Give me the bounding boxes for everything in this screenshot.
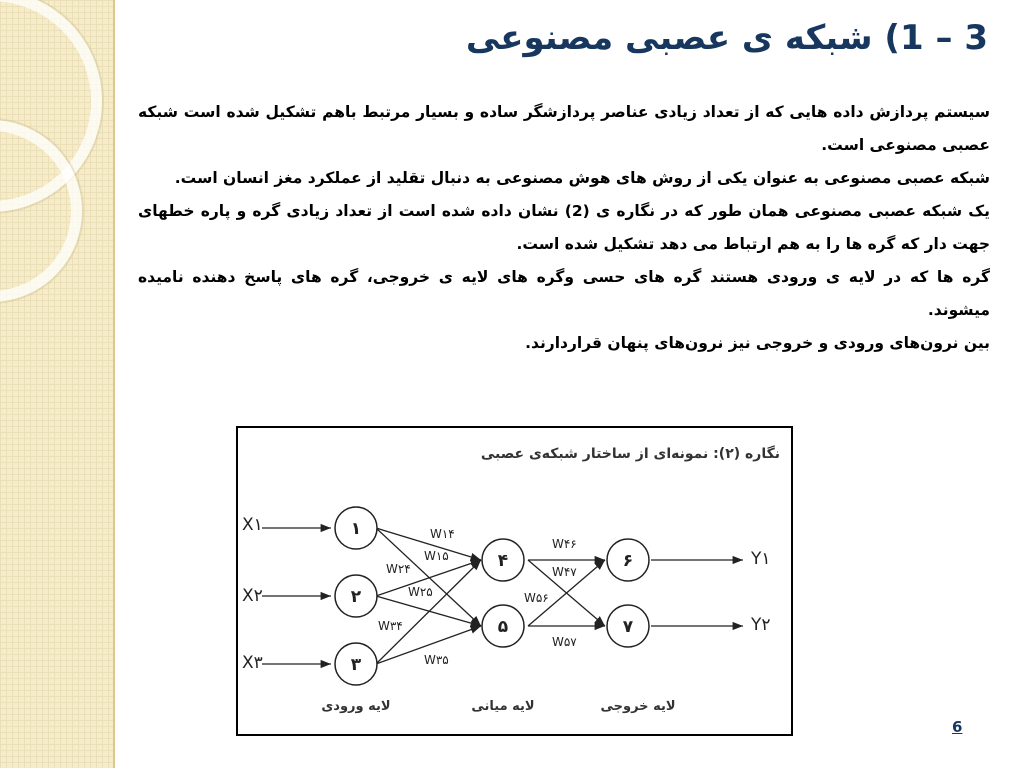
weight-label: W۲۵: [408, 585, 433, 599]
paragraph: بین نرون‌های ورودی و خروجی نیز نرون‌های پنهان قراردارند.: [525, 334, 990, 352]
weight-label: W۱۴: [430, 527, 455, 541]
node-label: ۷: [622, 617, 634, 637]
input-label: X۲: [242, 586, 263, 606]
weight-label: W۱۵: [424, 549, 449, 563]
paragraph: شبکه عصبی مصنوعی به عنوان یکی از روش های هوش مصنوعی به دنبال تقلید از عملکرد مغز انسان است.: [174, 169, 990, 187]
weight-label: W۴۶: [552, 537, 577, 551]
node-label: ۶: [622, 551, 634, 571]
weight-label: W۵۶: [524, 591, 549, 605]
weight-label: W۲۴: [386, 562, 411, 576]
decorative-side-panel: [0, 0, 115, 768]
output-label: Y۱: [751, 549, 771, 569]
node-label: ۳: [350, 655, 362, 675]
figure-caption: نگاره (۲): نمونه‌ای از ساختار شبکه‌ی عصبی: [480, 446, 780, 462]
node-label: ۲: [350, 587, 362, 607]
weight-label: W۳۴: [378, 619, 403, 633]
weight-label: W۳۵: [424, 653, 449, 667]
paragraph: گره ها که در لایه ی ورودی هستند گره های حسی وگره های لایه ی خروجی، گره های پاسخ دهنده نامیده میشوند.: [138, 268, 990, 319]
network-diagram: [238, 428, 791, 734]
paragraph: سیستم پردازش داده هایی که از تعداد زیادی عناصر پردازشگر ساده و بسیار مرتبط باهم تشکیل شده است شبکه عصبی مصنوعی است.: [138, 103, 990, 154]
node-label: ۵: [497, 617, 509, 637]
slide-title: 3 – 1) شبکه ی عصبی مصنوعی: [465, 18, 988, 58]
node-label: ۴: [497, 551, 509, 571]
layer-label-output: لایه خروجی: [600, 699, 676, 714]
input-label: X۳: [242, 653, 263, 673]
paragraph: یک شبکه عصبی مصنوعی همان طور که در نگاره ی (2) نشان داده شده است از تعداد زیادی گره و پاره خطهای جهت دار که گره ها را به هم ارتباط می دهد تشکیل شده است.: [138, 202, 990, 253]
layer-label-input: لایه ورودی: [321, 699, 391, 714]
weight-label: W۵۷: [552, 635, 577, 649]
layer-label-hidden: لایه میانی: [471, 699, 535, 714]
page-number[interactable]: 6: [952, 718, 963, 736]
node-label: ۱: [350, 519, 362, 539]
body-text: [138, 96, 990, 360]
output-label: Y۲: [751, 615, 771, 635]
input-label: X۱: [242, 515, 263, 535]
weight-label: W۴۷: [552, 565, 577, 579]
neural-network-figure: [236, 426, 793, 736]
